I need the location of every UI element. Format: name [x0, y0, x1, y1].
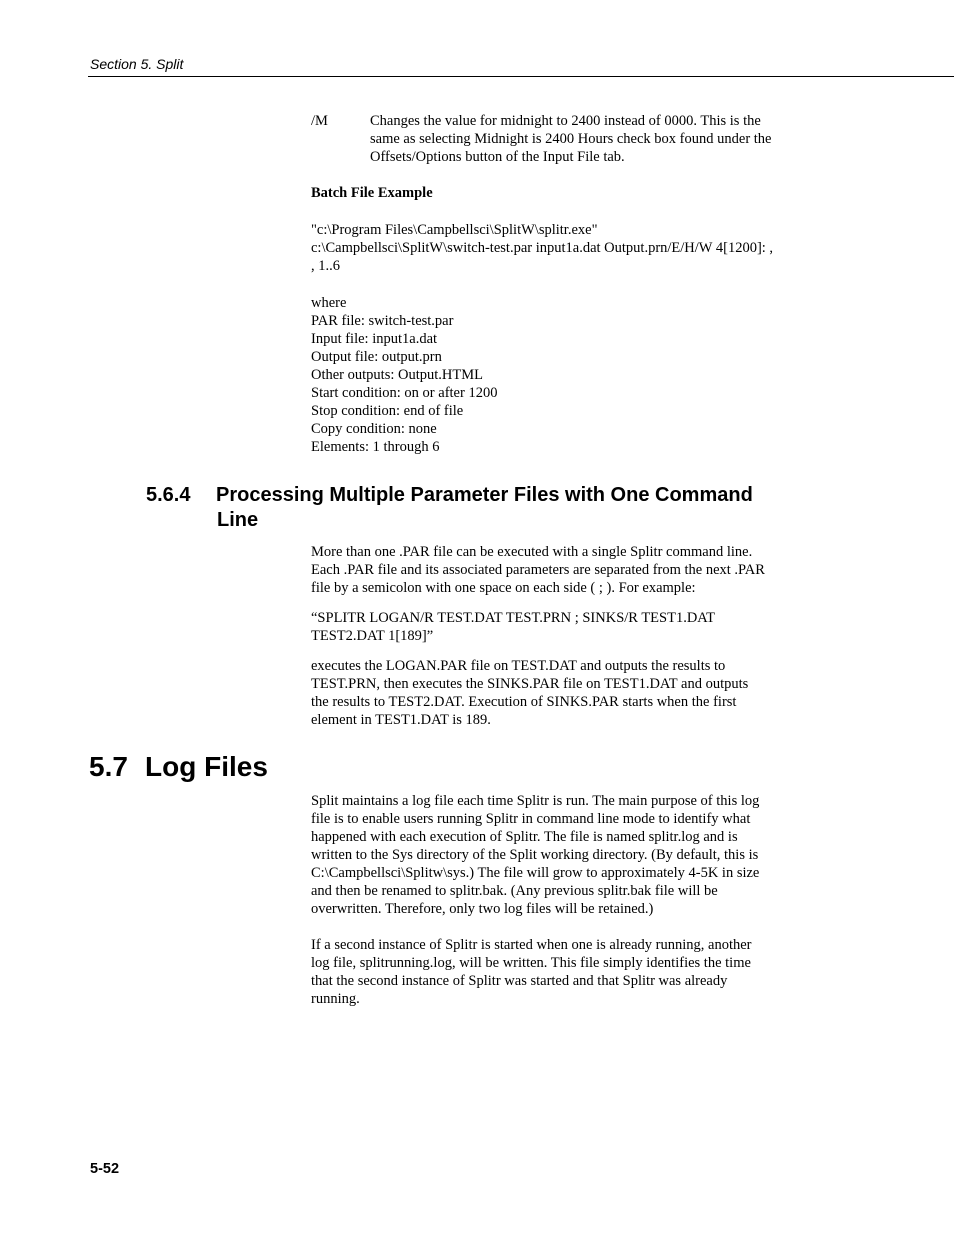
- running-header: Section 5. Split: [90, 56, 184, 72]
- example-line: “SPLITR LOGAN/R TEST.DAT TEST.PRN ; SINKS/R TEST1.DAT: [311, 610, 716, 626]
- section-number: 5.7: [89, 751, 128, 782]
- where-line: PAR file: switch-test.par: [311, 313, 454, 329]
- section-paragraph: [311, 936, 811, 1008]
- section-heading: [89, 750, 268, 784]
- subsection-example: [311, 609, 811, 645]
- paragraph-line: happened with each execution of Splitr. The file is named splitr.log and is: [311, 829, 738, 845]
- batch-where-list: [311, 294, 811, 456]
- subsection-title-continued: Line: [217, 509, 259, 531]
- paragraph-line: written to the Sys directory of the Split working directory. (By default, this is: [311, 847, 759, 863]
- paragraph-line: element in TEST1.DAT is 189.: [311, 712, 491, 728]
- option-description-line: Offsets/Options button of the Input File tab.: [370, 149, 625, 165]
- paragraph-line: More than one .PAR file can be executed with a single Splitr command line.: [311, 544, 753, 560]
- where-line: where: [311, 295, 347, 311]
- subsection-number: 5.6.4: [146, 484, 191, 506]
- header-rule: [88, 76, 954, 77]
- section-title: Log Files: [145, 751, 268, 782]
- paragraph-line: the results to TEST2.DAT. Execution of SINKS.PAR starts when the first: [311, 694, 737, 710]
- paragraph-line: that the second instance of Splitr was started and that Splitr was already: [311, 973, 728, 989]
- paragraph-line: Each .PAR file and its associated parameters are separated from the next .PAR: [311, 562, 765, 578]
- paragraph-line: running.: [311, 991, 360, 1007]
- example-line: TEST2.DAT 1[189]”: [311, 628, 434, 644]
- where-line: Elements: 1 through 6: [311, 439, 440, 455]
- paragraph-line: overwritten. Therefore, only two log files will be retained.): [311, 901, 654, 917]
- paragraph-line: C:\Campbellsci\Splitw\sys.) The file will grow to approximately 4-5K in size: [311, 865, 760, 881]
- paragraph-line: and then be renamed to splitr.bak. (Any previous splitr.bak file will be: [311, 883, 718, 899]
- option-description-line: Changes the value for midnight to 2400 instead of 0000. This is the: [370, 113, 761, 129]
- paragraph-line: Split maintains a log file each time Splitr is run. The main purpose of this log: [311, 793, 760, 809]
- where-line: Input file: input1a.dat: [311, 331, 438, 347]
- where-line: Output file: output.prn: [311, 349, 442, 365]
- page-number: 5-52: [90, 1161, 120, 1177]
- batch-command: [311, 221, 811, 275]
- paragraph-line: log file, splitrunning.log, will be written. This file simply identifies the time: [311, 955, 751, 971]
- subsection-title: Processing Multiple Parameter Files with One Command: [216, 484, 753, 506]
- where-line: Start condition: on or after 1200: [311, 385, 498, 401]
- option-key: /M: [311, 113, 328, 129]
- where-line: Other outputs: Output.HTML: [311, 367, 483, 383]
- batch-example-heading: Batch File Example: [311, 185, 433, 201]
- subsection-paragraph: [311, 657, 811, 729]
- subsection-heading: [146, 483, 826, 533]
- paragraph-line: executes the LOGAN.PAR file on TEST.DAT and outputs the results to: [311, 658, 726, 674]
- where-line: Copy condition: none: [311, 421, 437, 437]
- section-paragraph: [311, 792, 811, 918]
- paragraph-line: If a second instance of Splitr is started when one is already running, another: [311, 937, 752, 953]
- option-description: [370, 112, 810, 166]
- paragraph-line: file by a semicolon with one space on each side ( ; ). For example:: [311, 580, 696, 596]
- batch-command-line: "c:\Program Files\Campbellsci\SplitW\splitr.exe": [311, 222, 598, 238]
- where-line: Stop condition: end of file: [311, 403, 464, 419]
- paragraph-line: TEST.PRN, then executes the SINKS.PAR file on TEST1.DAT and outputs: [311, 676, 749, 692]
- batch-command-line: , 1..6: [311, 258, 340, 274]
- batch-command-line: c:\Campbellsci\SplitW\switch-test.par input1a.dat Output.prn/E/H/W 4[1200]: ,: [311, 240, 774, 256]
- subsection-paragraph: [311, 543, 811, 597]
- paragraph-line: file is to enable users running Splitr in command line mode to identify what: [311, 811, 751, 827]
- option-description-line: same as selecting Midnight is 2400 Hours check box found under the: [370, 131, 772, 147]
